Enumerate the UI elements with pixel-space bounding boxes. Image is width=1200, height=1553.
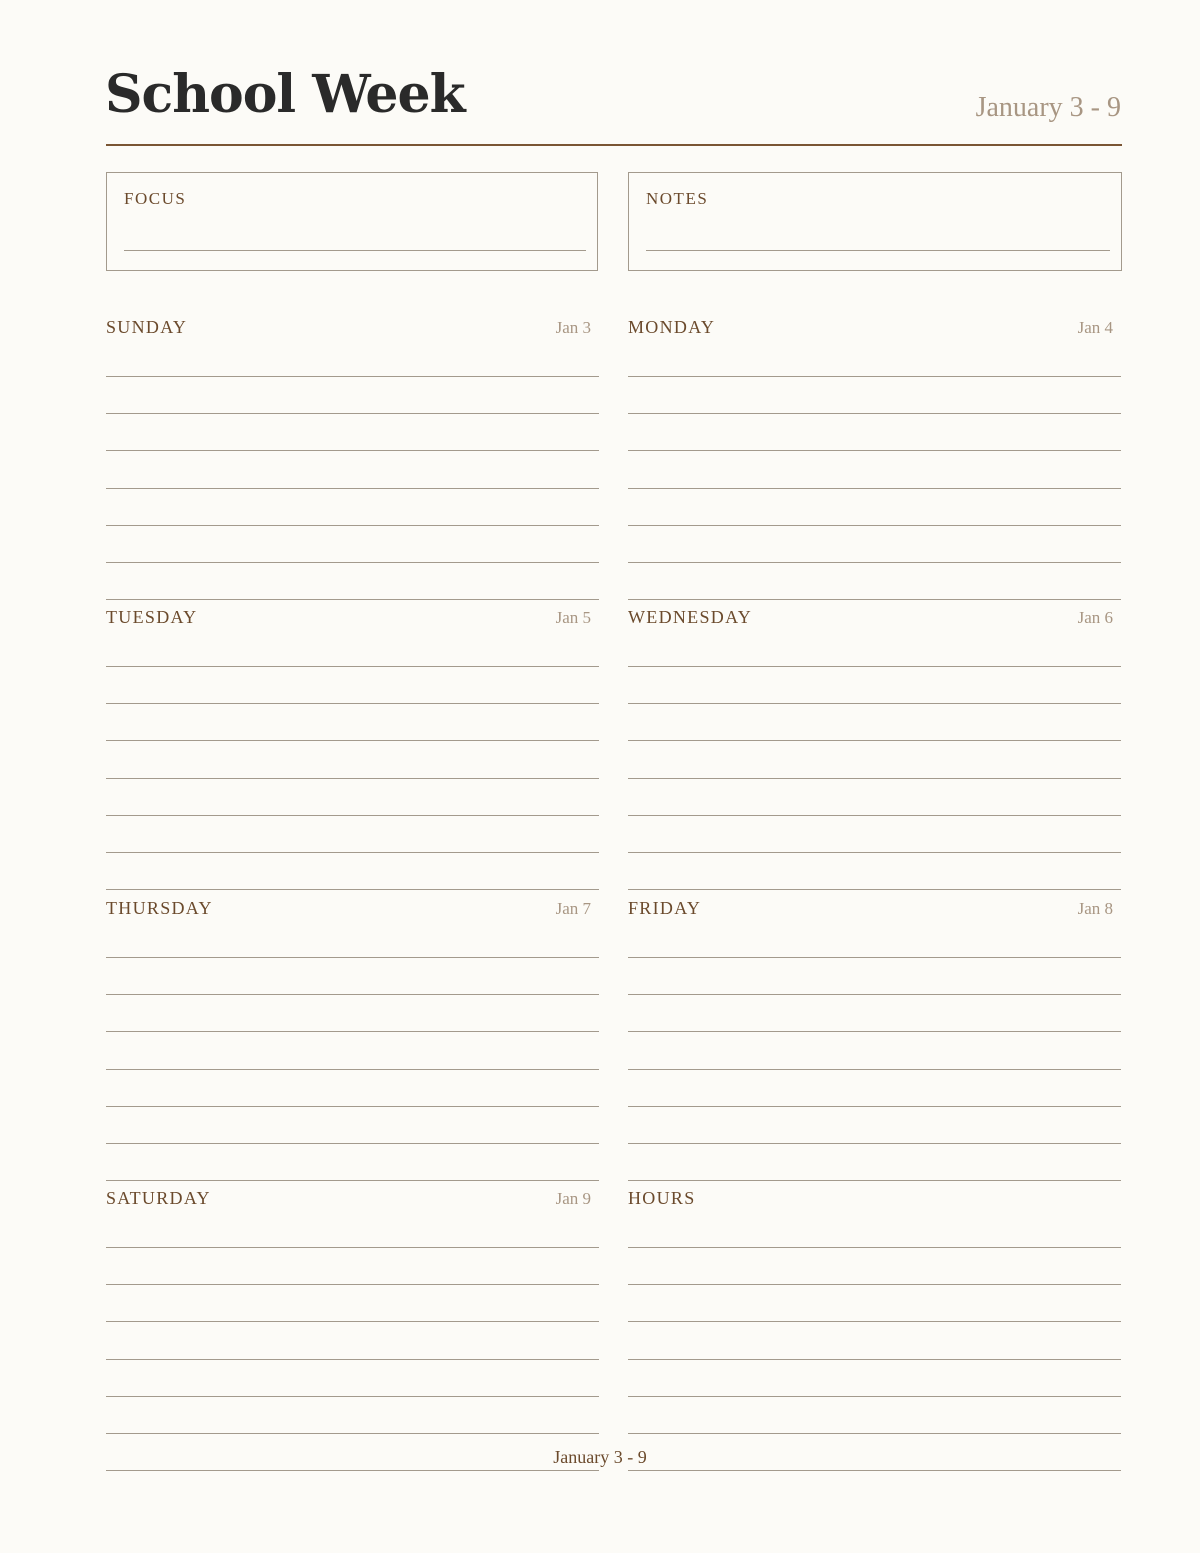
day-label: FRIDAY [628, 898, 702, 918]
writing-line[interactable] [106, 1359, 599, 1360]
writing-line[interactable] [628, 778, 1121, 779]
writing-line[interactable] [106, 852, 599, 853]
writing-line[interactable] [628, 1321, 1121, 1322]
day-date: Jan 8 [1077, 899, 1113, 918]
writing-line[interactable] [628, 1247, 1121, 1248]
focus-box[interactable] [106, 172, 598, 271]
writing-line[interactable] [628, 488, 1121, 489]
writing-line[interactable] [106, 703, 599, 704]
day-label: WEDNESDAY [628, 607, 753, 627]
writing-line[interactable] [106, 413, 599, 414]
writing-line[interactable] [106, 1106, 599, 1107]
writing-line[interactable] [628, 1143, 1121, 1144]
writing-line[interactable] [628, 1470, 1121, 1471]
writing-line[interactable] [628, 1284, 1121, 1285]
writing-line[interactable] [106, 666, 599, 667]
writing-line[interactable] [628, 852, 1121, 853]
writing-line[interactable] [106, 562, 599, 563]
writing-line[interactable] [628, 1396, 1121, 1397]
day-label: TUESDAY [106, 607, 198, 627]
day-date: Jan 3 [555, 318, 591, 337]
writing-line[interactable] [628, 815, 1121, 816]
writing-line[interactable] [106, 1143, 599, 1144]
writing-line[interactable] [106, 450, 599, 451]
writing-line[interactable] [106, 1180, 599, 1181]
writing-line[interactable] [628, 599, 1121, 600]
notes-box[interactable] [628, 172, 1122, 271]
day-label: SUNDAY [106, 317, 188, 337]
writing-line[interactable] [628, 450, 1121, 451]
writing-line[interactable] [628, 666, 1121, 667]
writing-line[interactable] [106, 1031, 599, 1032]
writing-line[interactable] [106, 1396, 599, 1397]
writing-line[interactable] [106, 889, 599, 890]
writing-line[interactable] [106, 525, 599, 526]
writing-line[interactable] [106, 778, 599, 779]
writing-line[interactable] [106, 1069, 599, 1070]
page-title: School Week [105, 64, 465, 125]
writing-line[interactable] [628, 1106, 1121, 1107]
writing-line[interactable] [106, 1284, 599, 1285]
day-date: Jan 6 [1077, 608, 1113, 627]
focus-label: FOCUS [124, 189, 187, 208]
writing-line[interactable] [628, 889, 1121, 890]
notes-writing-line[interactable] [646, 250, 1110, 251]
day-date: Jan 5 [555, 608, 591, 627]
writing-line[interactable] [106, 957, 599, 958]
hours-label: HOURS [628, 1188, 696, 1208]
writing-line[interactable] [106, 740, 599, 741]
day-date: Jan 4 [1077, 318, 1113, 337]
day-date: Jan 9 [555, 1189, 591, 1208]
writing-line[interactable] [628, 525, 1121, 526]
writing-line[interactable] [628, 703, 1121, 704]
writing-line[interactable] [106, 488, 599, 489]
header-divider [106, 144, 1122, 146]
day-date: Jan 7 [555, 899, 591, 918]
week-date-range: January 3 - 9 [975, 92, 1121, 123]
day-label: MONDAY [628, 317, 716, 337]
writing-line[interactable] [628, 957, 1121, 958]
writing-line[interactable] [106, 815, 599, 816]
writing-line[interactable] [628, 1359, 1121, 1360]
footer-date-range: January 3 - 9 [553, 1447, 647, 1467]
writing-line[interactable] [106, 599, 599, 600]
day-label: THURSDAY [106, 898, 213, 918]
writing-line[interactable] [106, 1433, 599, 1434]
writing-line[interactable] [628, 376, 1121, 377]
writing-line[interactable] [628, 994, 1121, 995]
writing-line[interactable] [106, 994, 599, 995]
writing-line[interactable] [106, 1470, 599, 1471]
notes-label: NOTES [646, 189, 709, 208]
writing-line[interactable] [628, 1031, 1121, 1032]
writing-line[interactable] [628, 1069, 1121, 1070]
focus-writing-line[interactable] [124, 250, 586, 251]
day-label: SATURDAY [106, 1188, 211, 1208]
writing-line[interactable] [628, 1180, 1121, 1181]
writing-line[interactable] [106, 376, 599, 377]
writing-line[interactable] [106, 1321, 599, 1322]
writing-line[interactable] [628, 1433, 1121, 1434]
writing-line[interactable] [628, 413, 1121, 414]
writing-line[interactable] [628, 740, 1121, 741]
writing-line[interactable] [106, 1247, 599, 1248]
writing-line[interactable] [628, 562, 1121, 563]
